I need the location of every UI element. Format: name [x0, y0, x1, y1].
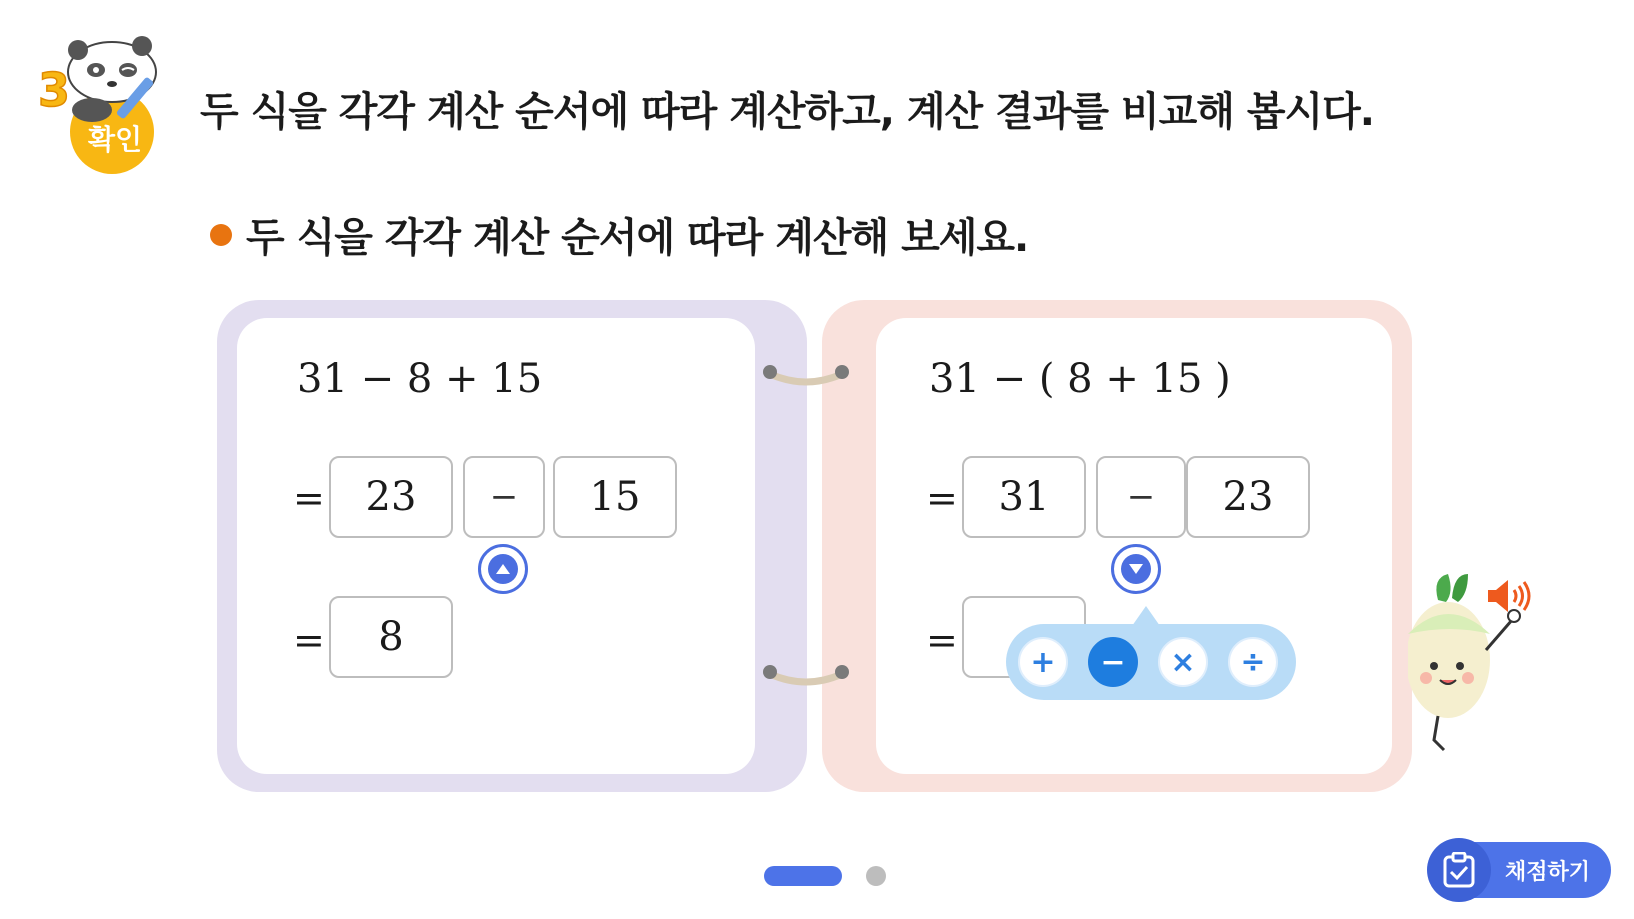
right-expression: 31 − ( 8 + 15 )	[929, 356, 1231, 402]
left-equals-2: =	[293, 618, 325, 662]
grade-button[interactable]	[1431, 842, 1611, 898]
badge-number: 3	[38, 63, 71, 117]
instruction	[210, 206, 1028, 263]
left-equals-1: =	[293, 476, 325, 520]
bullet-icon	[210, 224, 232, 246]
left-operator-toggle-button[interactable]	[478, 544, 528, 594]
instruction-text: 두 식을 각각 계산 순서에 따라 계산해 보세요.	[246, 215, 1029, 261]
right-step-operand-b[interactable]: 23	[1186, 456, 1310, 538]
grade-button-label: 채점하기	[1505, 859, 1591, 885]
operator-option-minus[interactable]: −	[1088, 637, 1138, 687]
left-step-operand-a[interactable]: 23	[329, 456, 453, 538]
right-step-operator[interactable]: −	[1096, 456, 1186, 538]
audio-speaker-button[interactable]	[1486, 578, 1532, 618]
question-title: 두 식을 각각 계산 순서에 따라 계산하고, 계산 결과를 비교해 봅시다.	[200, 89, 1374, 135]
left-expression: 31 − 8 + 15	[297, 356, 543, 402]
badge-label: 확인	[88, 123, 143, 156]
lesson-step-badge	[30, 30, 180, 180]
left-step-operand-b[interactable]: 15	[553, 456, 677, 538]
right-equals-2: =	[926, 618, 958, 662]
speaker-icon	[1486, 578, 1532, 614]
clipboard-check-icon	[1427, 838, 1491, 902]
left-result-box[interactable]: 8	[329, 596, 453, 678]
operator-option-multiply[interactable]: ×	[1158, 637, 1208, 687]
operator-option-divide[interactable]: ÷	[1228, 637, 1278, 687]
page-indicator-2[interactable]	[866, 866, 886, 886]
right-step-operand-a[interactable]: 31	[962, 456, 1086, 538]
binder-rings	[758, 360, 858, 700]
right-equals-1: =	[926, 476, 958, 520]
right-operator-toggle-button[interactable]	[1111, 544, 1161, 594]
left-step-operator[interactable]: −	[463, 456, 545, 538]
chevron-up-icon	[488, 554, 518, 584]
chevron-down-icon	[1121, 554, 1151, 584]
page-indicator-1[interactable]	[764, 866, 842, 886]
operator-option-plus[interactable]: +	[1018, 637, 1068, 687]
operator-popup-arrow	[1132, 606, 1160, 626]
